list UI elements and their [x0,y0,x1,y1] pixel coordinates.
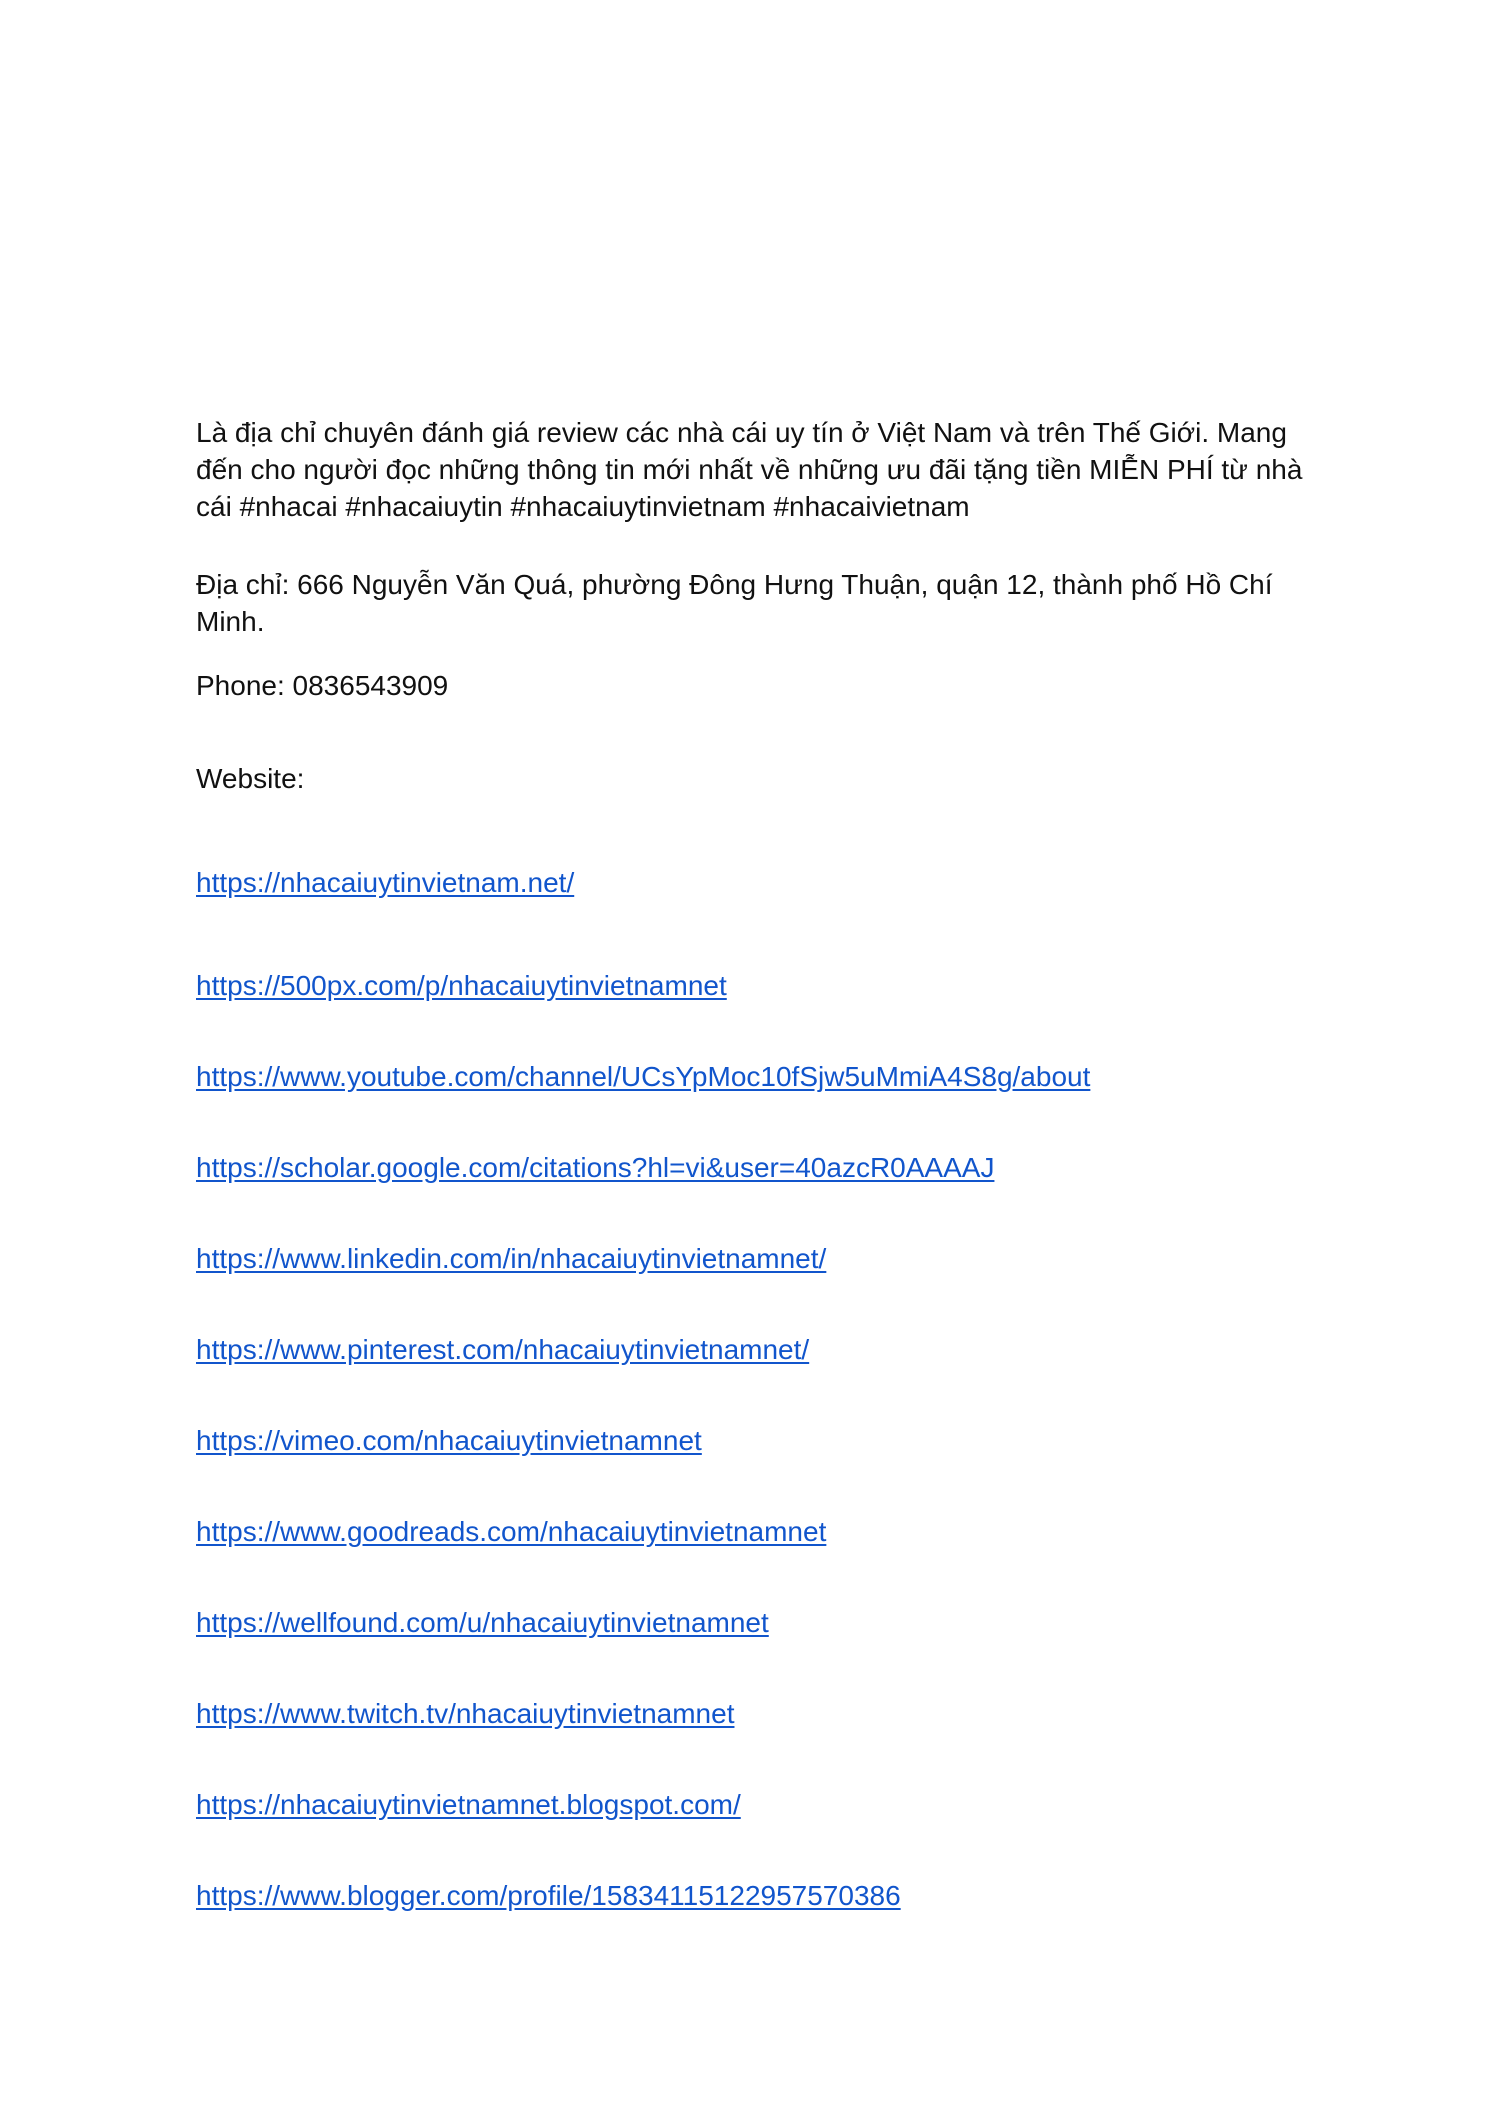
link-nhacaiuytinvietnam[interactable]: https://nhacaiuytinvietnam.net/ [196,867,575,898]
phone-line: Phone: 0836543909 [196,670,449,701]
link-google-scholar[interactable]: https://scholar.google.com/citations?hl=vi&user=40azcR0AAAAJ [196,1152,995,1183]
link-goodreads[interactable]: https://www.goodreads.com/nhacaiuytinvietnamnet [196,1516,827,1547]
link-blogspot[interactable]: https://nhacaiuytinvietnamnet.blogspot.com/ [196,1789,741,1820]
link-linkedin[interactable]: https://www.linkedin.com/in/nhacaiuytinvietnamnet/ [196,1243,827,1274]
link-wellfound[interactable]: https://wellfound.com/u/nhacaiuytinvietnamnet [196,1607,769,1638]
website-label: Website: [196,763,305,794]
link-youtube[interactable]: https://www.youtube.com/channel/UCsYpMoc10fSjw5uMmiA4S8g/about [196,1061,1091,1092]
intro-paragraph: Là địa chỉ chuyên đánh giá review các nhà cái uy tín ở Việt Nam và trên Thế Giới. Mang đến cho người đọc những thông tin mới nhất về những ưu đãi tặng tiền MIỄN PHÍ từ nhà cái #nhacai #nhacaiuytin #nhacaiuytinvietnam #nhacaivietnam [196,417,1303,522]
link-500px[interactable]: https://500px.com/p/nhacaiuytinvietnamnet [196,970,727,1001]
link-pinterest[interactable]: https://www.pinterest.com/nhacaiuytinvietnamnet/ [196,1334,810,1365]
link-blogger-profile[interactable]: https://www.blogger.com/profile/15834115122957570386 [196,1880,901,1911]
link-twitch[interactable]: https://www.twitch.tv/nhacaiuytinvietnamnet [196,1698,735,1729]
address-paragraph: Địa chỉ: 666 Nguyễn Văn Quá, phường Đông Hưng Thuận, quận 12, thành phố Hồ Chí Minh. [196,569,1273,637]
link-vimeo[interactable]: https://vimeo.com/nhacaiuytinvietnamnet [196,1425,702,1456]
